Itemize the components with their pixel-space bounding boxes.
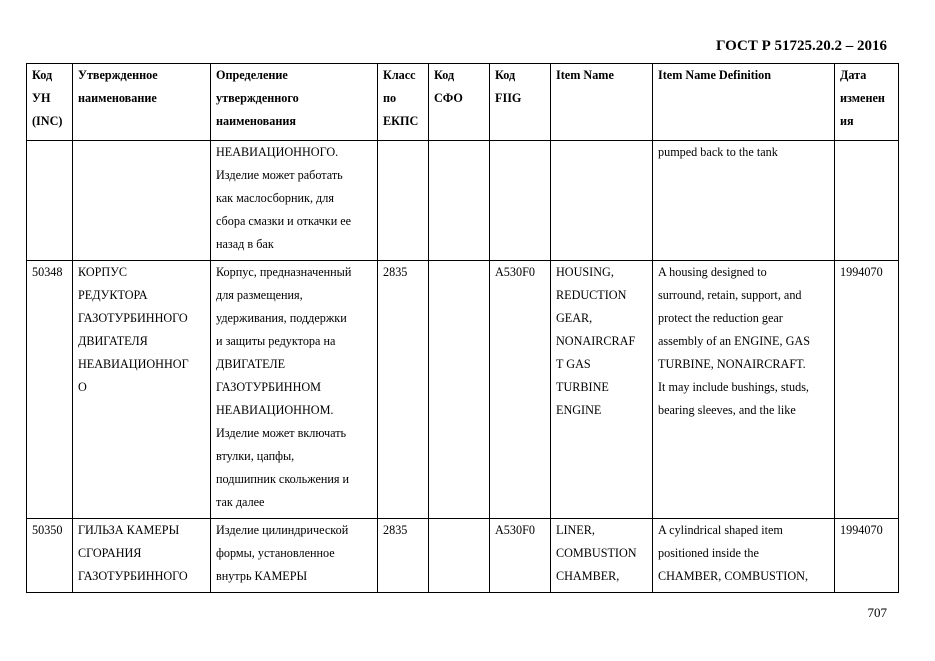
cell-definition: Корпус, предназначенный для размещения, удерживания, поддержки и защиты редуктора на ДВИГАТЕЛЕ ГАЗОТУРБИННОМ НЕАВИАЦИОННОМ. Изделие может включать втулки, цапфы, подшипник скольжения и так далее: [211, 261, 378, 519]
page-number: 707: [867, 605, 887, 620]
cell-class: 2835: [378, 261, 429, 519]
cell-item-name: HOUSING, REDUCTION GEAR, NONAIRCRAF T GAS TURBINE ENGINE: [551, 261, 653, 519]
cell-code-un: [27, 141, 73, 261]
cell-sfo-code: [429, 141, 490, 261]
cell-code-un: 50348: [27, 261, 73, 519]
cell-class: 2835: [378, 519, 429, 593]
header-row: [27, 64, 899, 141]
cell-item-name: LINER, COMBUSTION CHAMBER,: [551, 519, 653, 593]
cell-definition: НЕАВИАЦИОННОГО. Изделие может работать как маслосборник, для сбора смазки и откачки ее назад в бак: [211, 141, 378, 261]
table-row: [27, 261, 899, 519]
column-header-fiig-code: Код FIIG: [490, 64, 551, 141]
column-header-approved-name: Утвержденное наименование: [73, 64, 211, 141]
cell-change-date: [835, 141, 899, 261]
table-row: [27, 519, 899, 593]
table-row: [27, 141, 899, 261]
document-title: ГОСТ Р 51725.20.2 – 2016: [715, 38, 887, 54]
cell-sfo-code: [429, 519, 490, 593]
cell-item-name: [551, 141, 653, 261]
cell-approved-name: ГИЛЬЗА КАМЕРЫ СГОРАНИЯ ГАЗОТУРБИННОГО: [73, 519, 211, 593]
data-table: [26, 63, 899, 593]
column-header-item-name: Item Name: [551, 64, 653, 141]
cell-item-name-definition: A cylindrical shaped item positioned inside the CHAMBER, COMBUSTION,: [653, 519, 835, 593]
cell-sfo-code: [429, 261, 490, 519]
cell-change-date: 1994070: [835, 519, 899, 593]
cell-fiig-code: A530F0: [490, 519, 551, 593]
cell-class: [378, 141, 429, 261]
cell-fiig-code: [490, 141, 551, 261]
column-header-definition: Определение утвержденного наименования: [211, 64, 378, 141]
column-header-change-date: Дата изменен ия: [835, 64, 899, 141]
column-header-class: Класс по ЕКПС: [378, 64, 429, 141]
cell-approved-name: [73, 141, 211, 261]
column-header-code-un: Код УН (INC): [27, 64, 73, 141]
cell-item-name-definition: pumped back to the tank: [653, 141, 835, 261]
cell-item-name-definition: A housing designed to surround, retain, support, and protect the reduction gear assembly of an ENGINE, GAS TURBINE, NONAIRCRAFT. It may include bushings, studs, bearing sleeves, and the like: [653, 261, 835, 519]
column-header-item-name-definition: Item Name Definition: [653, 64, 835, 141]
cell-code-un: 50350: [27, 519, 73, 593]
cell-fiig-code: A530F0: [490, 261, 551, 519]
column-header-sfo-code: Код СФО: [429, 64, 490, 141]
cell-change-date: 1994070: [835, 261, 899, 519]
cell-approved-name: КОРПУС РЕДУКТОРА ГАЗОТУРБИННОГО ДВИГАТЕЛЯ НЕАВИАЦИОННОГ О: [73, 261, 211, 519]
cell-definition: Изделие цилиндрической формы, установленное внутрь КАМЕРЫ: [211, 519, 378, 593]
